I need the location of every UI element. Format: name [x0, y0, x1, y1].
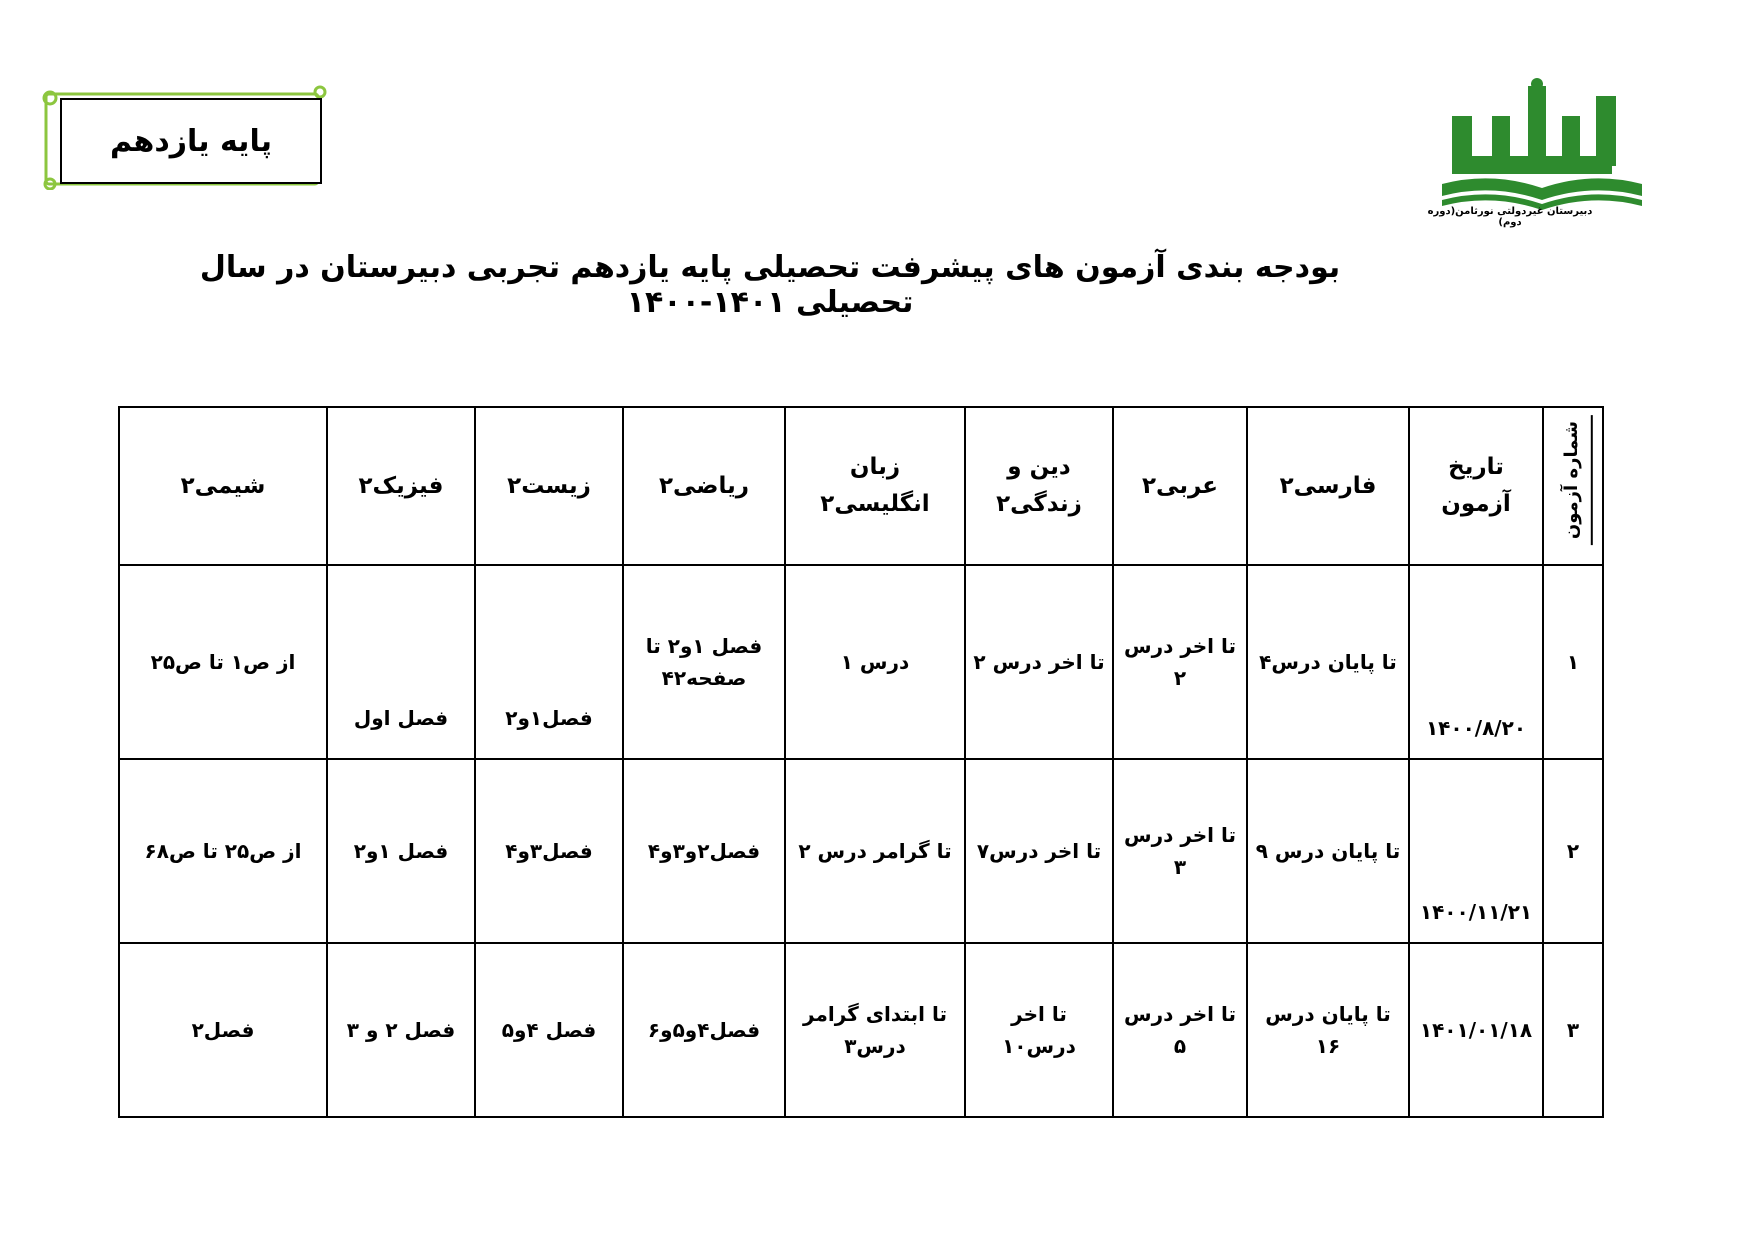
cell-exam-no: ۱	[1543, 565, 1603, 759]
cell-english: تا گرامر درس ۲	[785, 759, 965, 943]
grade-label: پایه یازدهم	[60, 98, 322, 184]
cell-farsi: تا پایان درس۴	[1247, 565, 1409, 759]
grade-banner	[42, 84, 328, 190]
cell-chemistry: فصل۲	[119, 943, 327, 1117]
cell-english: درس ۱	[785, 565, 965, 759]
cell-date: ۱۴۰۰/۱۱/۲۱	[1409, 759, 1543, 943]
cell-date: ۱۴۰۱/۰۱/۱۸	[1409, 943, 1543, 1117]
cell-farsi: تا پایان درس ۹	[1247, 759, 1409, 943]
cell-math: فصل۲و۳و۴	[623, 759, 785, 943]
cell-biology: فصل ۴و۵	[475, 943, 623, 1117]
table-row	[119, 759, 1603, 943]
cell-chemistry: از ص۲۵ تا ص۶۸	[119, 759, 327, 943]
cell-physics: فصل ۲ و ۳	[327, 943, 475, 1117]
logo-caption: دبیرستان غیردولتی نورثامن(دوره دوم)	[1427, 206, 1593, 228]
cell-biology: فصل۳و۴	[475, 759, 623, 943]
cell-math: فصل۴و۵و۶	[623, 943, 785, 1117]
header-date: تاریخ آزمون	[1409, 407, 1543, 565]
table-row	[119, 565, 1603, 759]
header-physics: فیزیک۲	[327, 407, 475, 565]
header-religion: دین و زندگی۲	[965, 407, 1113, 565]
cell-physics: فصل اول	[327, 565, 475, 759]
cell-farsi: تا پایان درس ۱۶	[1247, 943, 1409, 1117]
header-biology: زیست۲	[475, 407, 623, 565]
cell-arabic: تا اخر درس ۵	[1113, 943, 1247, 1117]
cell-arabic: تا اخر درس ۲	[1113, 565, 1247, 759]
header-english: زبان انگلیسی۲	[785, 407, 965, 565]
header-chemistry: شیمی۲	[119, 407, 327, 565]
cell-religion: تا اخر درس۱۰	[965, 943, 1113, 1117]
page-title: بودجه بندی آزمون های پیشرفت تحصیلی پایه یازدهم تجربی دبیرستان در سال تحصیلی ۱۴۰۱-۱۴۰۰	[199, 250, 1341, 320]
cell-exam-no: ۳	[1543, 943, 1603, 1117]
header-math: ریاضی۲	[623, 407, 785, 565]
cell-exam-no: ۲	[1543, 759, 1603, 943]
cell-arabic: تا اخر درس ۳	[1113, 759, 1247, 943]
table-header-row	[119, 407, 1603, 565]
cell-religion: تا اخر درس۷	[965, 759, 1113, 943]
cell-date: ۱۴۰۰/۸/۲۰	[1409, 565, 1543, 759]
table-row	[119, 943, 1603, 1117]
school-logo	[1432, 76, 1652, 226]
book-logo-icon	[1432, 76, 1652, 226]
exam-budget-table	[118, 406, 1604, 1118]
cell-math: فصل ۱و۲ تا صفحه۴۲	[623, 565, 785, 759]
header-farsi: فارسی۲	[1247, 407, 1409, 565]
cell-religion: تا اخر درس ۲	[965, 565, 1113, 759]
cell-chemistry: از ص۱ تا ص۲۵	[119, 565, 327, 759]
cell-biology: فصل۱و۲	[475, 565, 623, 759]
cell-physics: فصل ۱و۲	[327, 759, 475, 943]
cell-english: تا ابتدای گرامر درس۳	[785, 943, 965, 1117]
header-arabic: عربی۲	[1113, 407, 1247, 565]
header-exam-no: شماره آزمون	[1543, 407, 1603, 565]
